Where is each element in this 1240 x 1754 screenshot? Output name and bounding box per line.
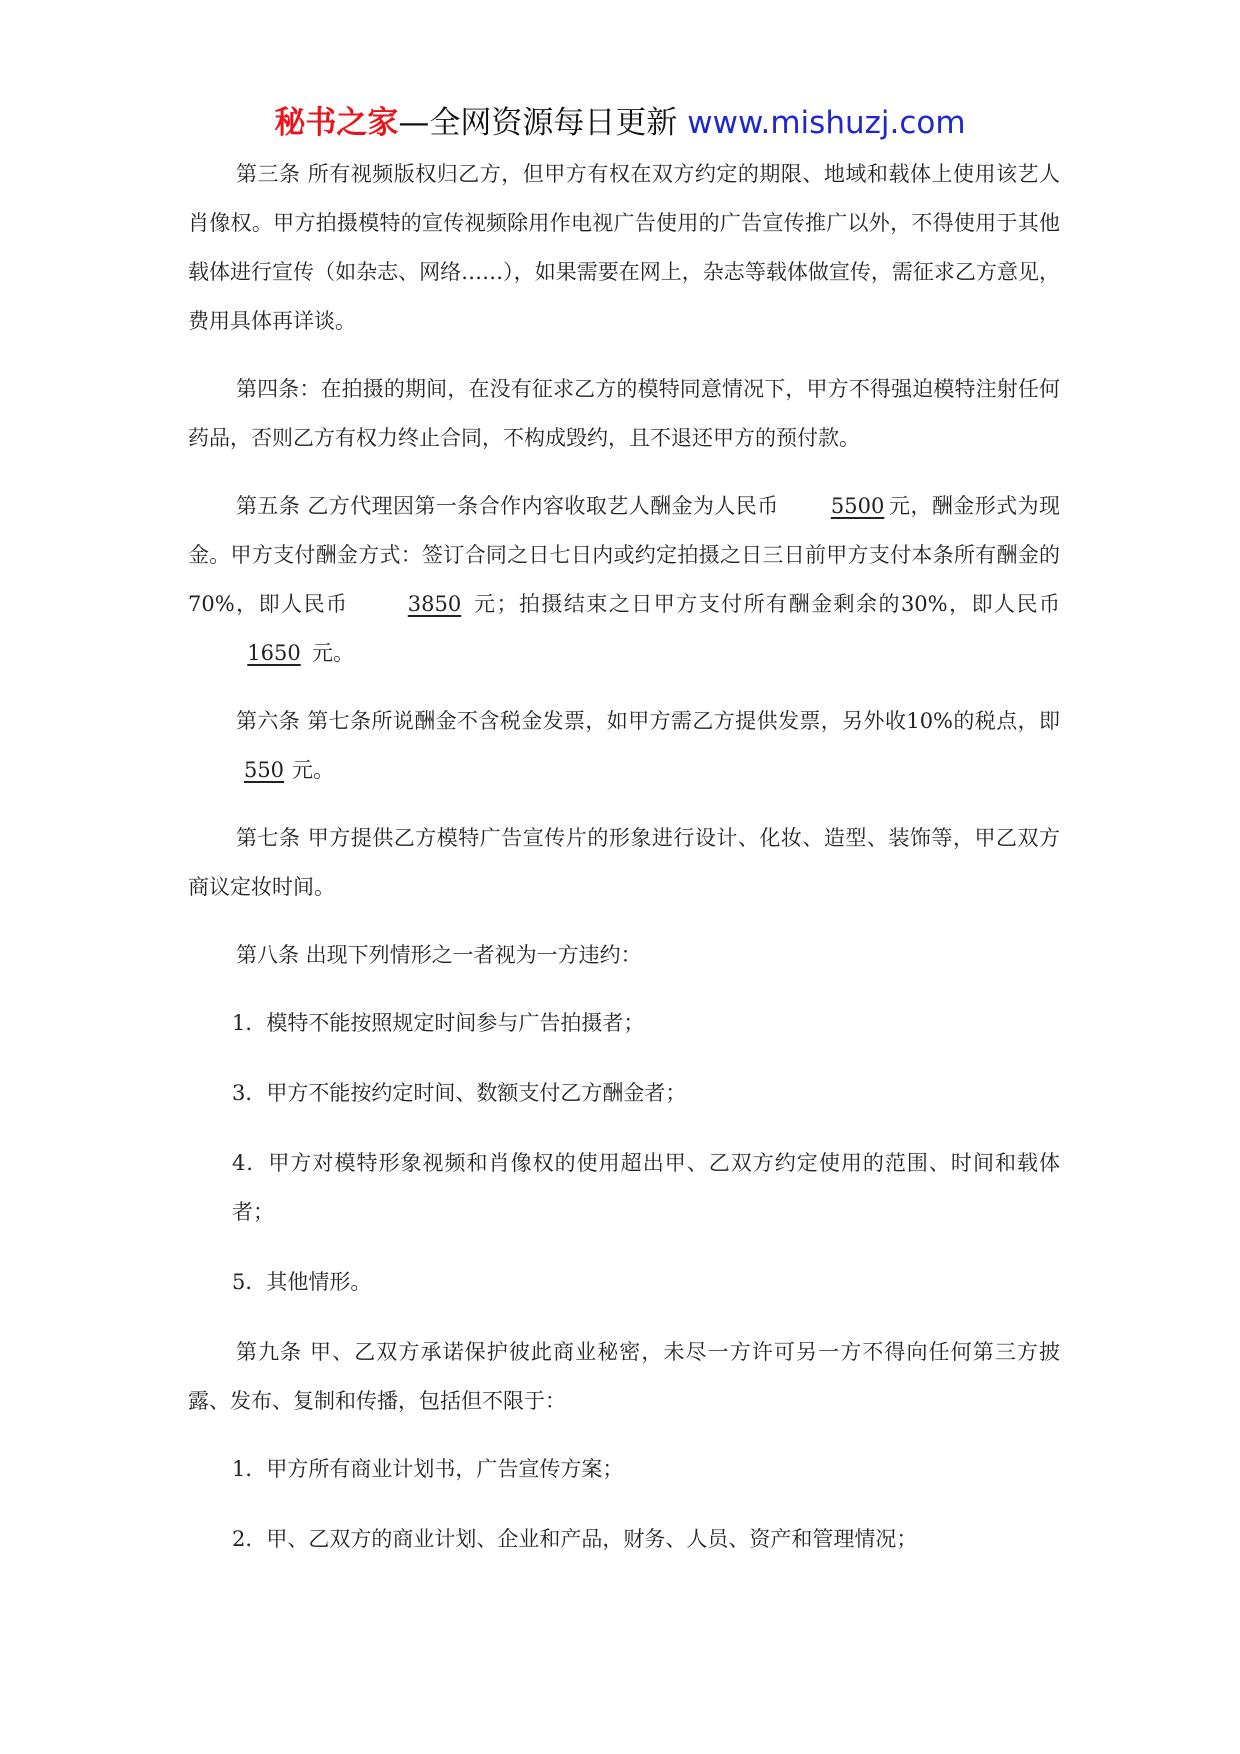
list-item: 1．模特不能按照规定时间参与广告拍摄者； bbox=[232, 1011, 645, 1035]
article-6 bbox=[188, 697, 1060, 795]
site-brand: 秘书之家 bbox=[274, 105, 399, 141]
list-item: 2．甲、乙双方的商业计划、企业和产品，财务、人员、资产和管理情况； bbox=[232, 1527, 918, 1551]
article-3: 第三条 所有视频版权归乙方，但甲方有权在双方约定的期限、地域和载体上使用该艺人肖像权。甲方拍摄模特的宣传视频除用作电视广告使用的广告宣传推广以外，不得使用于其他载体进行宣传（如杂志、网络……），如果需要在网上，杂志等载体做宣传，需征求乙方意见，费用具体再详谈。 bbox=[188, 162, 1060, 333]
article-6-text-1: 第六条 第七条所说酬金不含税金发票，如甲方需乙方提供发票，另外收10%的税点，即 bbox=[236, 709, 1060, 733]
list-item: 5．其他情形。 bbox=[232, 1270, 372, 1294]
site-url-link[interactable]: www.mishuzj.com bbox=[687, 105, 966, 141]
article-5-text-3: 元；拍摄结束之日甲方支付所有酬金剩余的30%，即人民币 bbox=[472, 592, 1060, 616]
header-tagline: 全网资源每日更新 bbox=[429, 105, 688, 141]
tax-amount-blank: 550 bbox=[243, 758, 285, 782]
article-7: 第七条 甲方提供乙方模特广告宣传片的形象进行设计、化妆、造型、装饰等，甲乙双方商议定妆时间。 bbox=[188, 826, 1060, 899]
article-4: 第四条：在拍摄的期间，在没有征求乙方的模特同意情况下，甲方不得强迫模特注射任何药品，否则乙方有权力终止合同，不构成毁约，且不退还甲方的预付款。 bbox=[188, 377, 1060, 450]
article-5-text-2: 元，酬金形式为现金。甲方支付酬金方式：签订合同之日七日内或约定拍摄之日三日前甲方支付本条所有酬金的70%，即人民币 bbox=[188, 494, 1060, 616]
article-5-text-1: 第五条 乙方代理因第一条合作内容收取艺人酬金为人民币 bbox=[236, 494, 779, 518]
article-5 bbox=[188, 482, 1060, 678]
article-5-text-4: 元。 bbox=[312, 641, 354, 665]
article-9: 第九条 甲、乙双方承诺保护彼此商业秘密，未尽一方许可另一方不得向任何第三方披露、发布、复制和传播，包括但不限于： bbox=[188, 1340, 1060, 1413]
article-6-text-2: 元。 bbox=[292, 758, 334, 782]
fee-total-blank: 5500 bbox=[830, 494, 885, 518]
header-separator: — bbox=[398, 105, 430, 141]
list-item: 4．甲方对模特形象视频和肖像权的使用超出甲、乙双方约定使用的范围、时间和载体者； bbox=[232, 1151, 1060, 1224]
site-header bbox=[0, 103, 1240, 143]
article-8: 第八条 出现下列情形之一者视为一方违约： bbox=[236, 943, 642, 967]
contract-body bbox=[188, 150, 1060, 1585]
fee-deposit-blank: 3850 bbox=[407, 592, 462, 616]
list-item: 1．甲方所有商业计划书，广告宣传方案； bbox=[232, 1457, 624, 1481]
list-item: 3．甲方不能按约定时间、数额支付乙方酬金者； bbox=[232, 1081, 687, 1105]
fee-balance-blank: 1650 bbox=[247, 641, 301, 665]
